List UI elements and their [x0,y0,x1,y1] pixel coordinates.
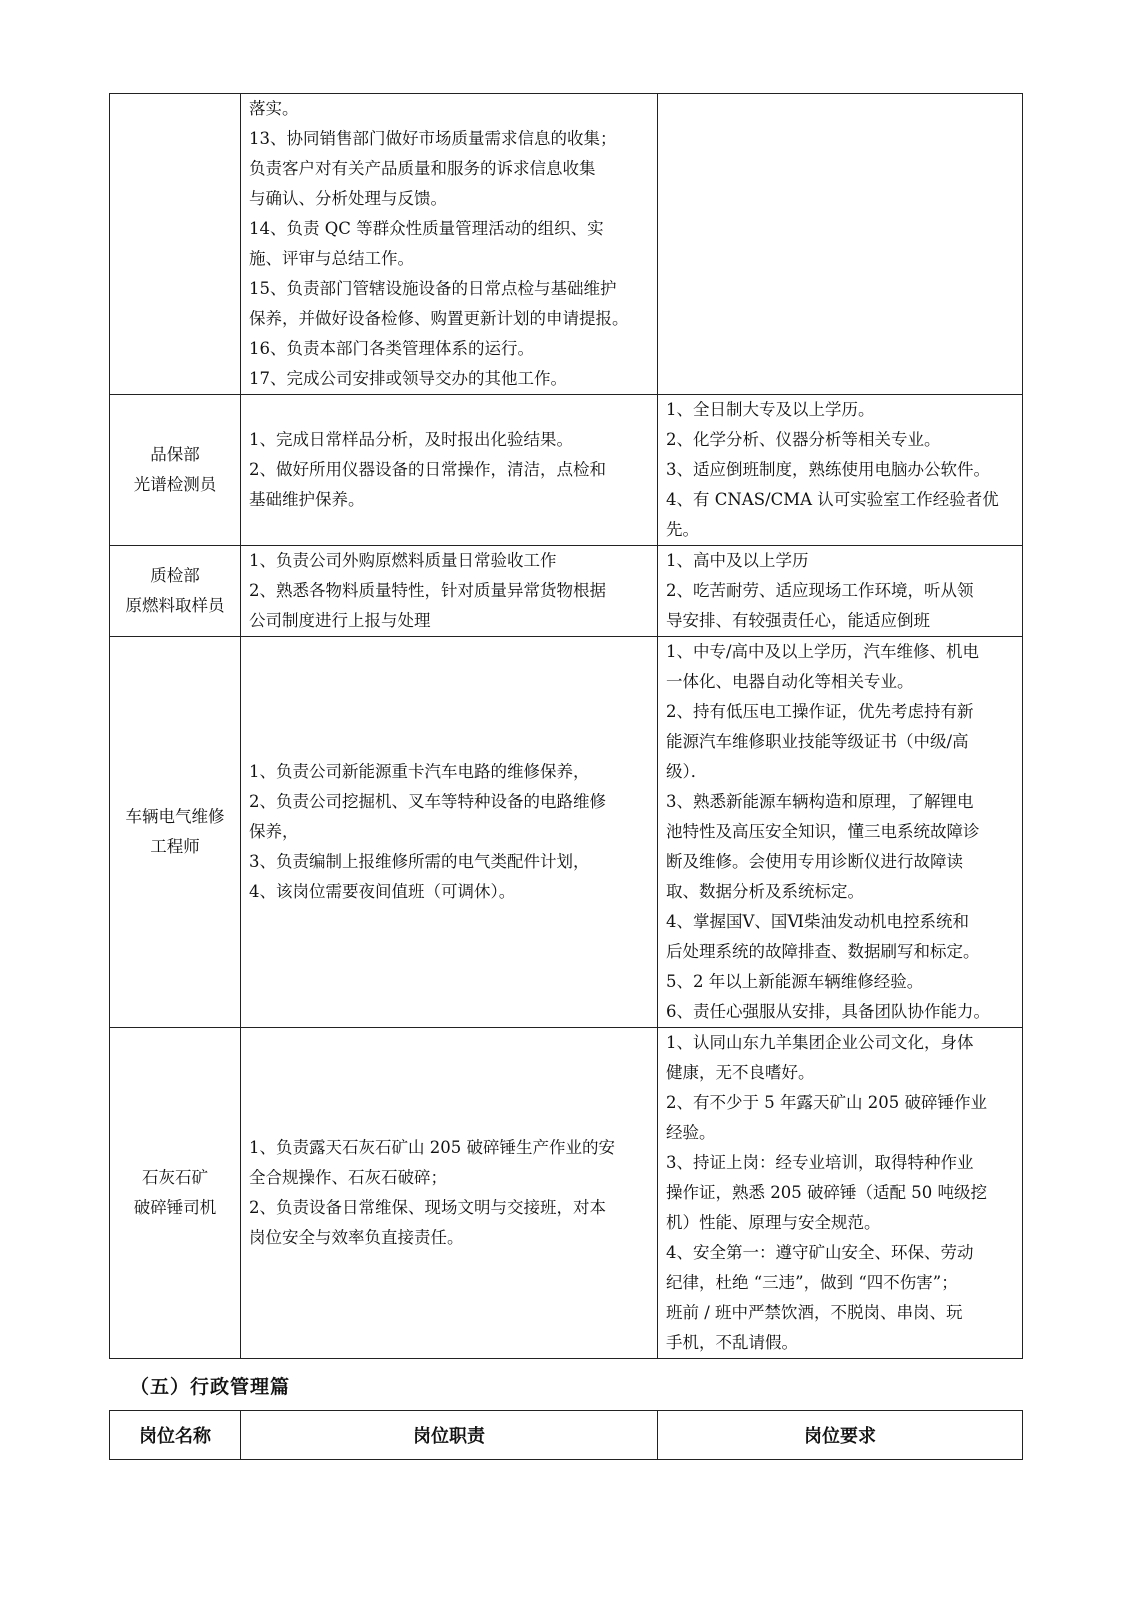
position-name-line: 工程师 [150,837,200,856]
table-row [110,1028,1023,1359]
position-name-line: 石灰石矿 [142,1168,208,1187]
requirement-line: 能源汽车维修职业技能等级证书（中级/高 [666,732,969,751]
duty-line: 施、评审与总结工作。 [249,249,414,268]
duty-line: 2、负责公司挖掘机、叉车等特种设备的电路维修 [249,792,606,811]
job-table [109,93,1023,1359]
position-name-line: 光谱检测员 [133,475,217,494]
header-duties: 岗位职责 [241,1411,658,1460]
duties-cell [241,1028,658,1359]
requirements-cell [658,94,1023,395]
duty-line: 16、负责本部门各类管理体系的运行。 [249,339,534,358]
requirement-line: 班前 / 班中严禁饮酒，不脱岗、串岗、玩 [666,1303,963,1322]
position-name-cell [110,94,241,395]
duty-line: 2、负责设备日常维保、现场文明与交接班，对本 [249,1198,606,1217]
requirement-line: 断及维修。会使用专用诊断仪进行故障读 [666,852,963,871]
requirement-line: 6、责任心强服从安排，具备团队协作能力。 [666,1002,990,1021]
requirement-line: 3、适应倒班制度，熟练使用电脑办公软件。 [666,460,990,479]
duty-line: 与确认、分析处理与反馈。 [249,189,447,208]
position-name-cell [110,1028,241,1359]
requirements-cell [658,546,1023,637]
duty-line: 3、负责编制上报维修所需的电气类配件计划， [249,852,590,871]
duty-line: 负责客户对有关产品质量和服务的诉求信息收集 [249,159,596,178]
table-row [110,94,1023,395]
requirement-line: 池特性及高压安全知识，懂三电系统故障诊 [666,822,980,841]
duty-line: 基础维护保养。 [249,490,365,509]
duty-line: 保养，并做好设备检修、购置更新计划的申请提报。 [249,309,629,328]
position-name-line: 质检部 [150,566,200,585]
duties-cell [241,94,658,395]
duty-line: 2、做好所用仪器设备的日常操作，清洁，点检和 [249,460,606,479]
requirement-line: 2、有不少于 5 年露天矿山 205 破碎锤作业 [666,1093,987,1112]
requirement-line: 级）． [666,762,708,781]
duty-line: 4、该岗位需要夜间值班（可调休）。 [249,882,516,901]
duties-cell [241,637,658,1028]
requirements-cell [658,395,1023,546]
requirement-line: 1、认同山东九羊集团企业公司文化，身体 [666,1033,974,1052]
duty-line: 1、负责公司外购原燃料质量日常验收工作 [249,551,557,570]
position-name-line: 原燃料取样员 [125,596,225,615]
duties-cell [241,395,658,546]
header-position-name: 岗位名称 [110,1411,241,1460]
requirement-line: 先。 [666,520,699,539]
requirement-line: 5、2 年以上新能源车辆维修经验。 [666,972,924,991]
duty-line: 14、负责 QC 等群众性质量管理活动的组织、实 [249,219,604,238]
requirement-line: 2、吃苦耐劳、适应现场工作环境，听从领 [666,581,974,600]
header-requirements: 岗位要求 [658,1411,1023,1460]
requirement-line: 手机，不乱请假。 [666,1333,798,1352]
requirement-line: 4、掌握国Ⅴ、国Ⅵ柴油发动机电控系统和 [666,912,970,931]
requirement-line: 4、安全第一：遵守矿山安全、环保、劳动 [666,1243,974,1262]
table-row [110,395,1023,546]
position-name-cell [110,546,241,637]
duty-line: 岗位安全与效率负直接责任。 [249,1228,464,1247]
duty-line: 落实。 [249,99,299,118]
duty-line: 1、负责公司新能源重卡汽车电路的维修保养， [249,762,590,781]
requirement-line: 操作证，熟悉 205 破碎锤（适配 50 吨级挖 [666,1183,987,1202]
requirements-cell [658,637,1023,1028]
requirement-line: 一体化、电器自动化等相关专业。 [666,672,914,691]
requirement-line: 1、全日制大专及以上学历。 [666,400,875,419]
duty-line: 15、负责部门管辖设施设备的日常点检与基础维护 [249,279,617,298]
position-name-line: 破碎锤司机 [133,1198,217,1217]
duty-line: 公司制度进行上报与处理 [249,611,431,630]
requirement-line: 导安排、有较强责任心，能适应倒班 [666,611,930,630]
position-name-cell [110,637,241,1028]
requirement-line: 1、中专/高中及以上学历，汽车维修、机电 [666,642,980,661]
table-row [110,546,1023,637]
requirement-line: 机）性能、原理与安全规范。 [666,1213,881,1232]
header-row [110,1411,1023,1460]
requirement-line: 健康，无不良嗜好。 [666,1063,815,1082]
requirement-line: 纪律，杜绝 “三违”，做到 “四不伤害”； [666,1273,958,1292]
duty-line: 2、熟悉各物料质量特性，针对质量异常货物根据 [249,581,606,600]
section-title: （五）行政管理篇 [130,1376,291,1398]
requirement-line: 2、持有低压电工操作证，优先考虑持有新 [666,702,974,721]
requirement-line: 取、数据分析及系统标定。 [666,882,864,901]
requirement-line: 1、高中及以上学历 [666,551,809,570]
position-name-line: 品保部 [150,445,200,464]
table-row [110,637,1023,1028]
requirement-line: 4、有 CNAS/CMA 认可实验室工作经验者优 [666,490,999,509]
position-name-cell [110,395,241,546]
requirement-line: 3、持证上岗：经专业培训，取得特种作业 [666,1153,974,1172]
requirements-cell [658,1028,1023,1359]
duty-line: 全合规操作、石灰石破碎； [249,1168,447,1187]
requirement-line: 后处理系统的故障排查、数据刷写和标定。 [666,942,980,961]
header-table [109,1410,1023,1460]
duty-line: 1、负责露天石灰石矿山 205 破碎锤生产作业的安 [249,1138,615,1157]
duties-cell [241,546,658,637]
duty-line: 13、协同销售部门做好市场质量需求信息的收集； [249,129,617,148]
duty-line: 17、完成公司安排或领导交办的其他工作。 [249,369,567,388]
duty-line: 1、完成日常样品分析，及时报出化验结果。 [249,430,573,449]
duty-line: 保养， [249,822,299,841]
requirement-line: 3、熟悉新能源车辆构造和原理，了解锂电 [666,792,974,811]
position-name-line: 车辆电气维修 [125,807,225,826]
requirement-line: 2、化学分析、仪器分析等相关专业。 [666,430,941,449]
requirement-line: 经验。 [666,1123,716,1142]
